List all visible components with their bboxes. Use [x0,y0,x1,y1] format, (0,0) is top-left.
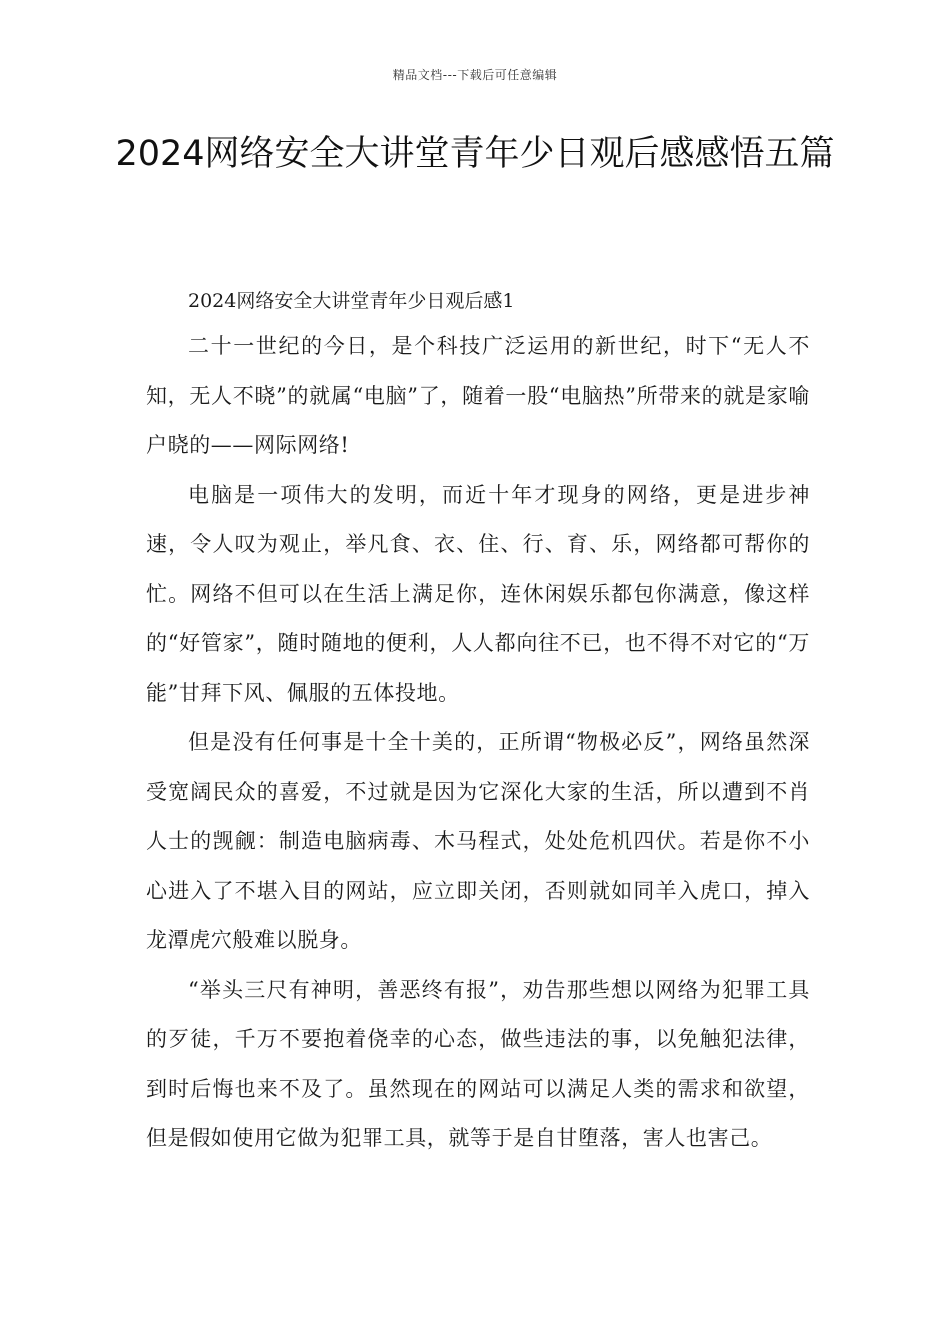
paragraph: 电脑是一项伟大的发明，而近十年才现身的网络，更是进步神速，令人叹为观止，举凡食、衣、住、行、育、乐，网络都可帮你的忙。网络不但可以在生活上满足你，连休闲娱乐都包你满意，像这样的“好管家”，随时随地的便利，人人都向往不已，也不得不对它的“万能”甘拜下风、佩服的五体投地。 [146,482,810,705]
paragraph: “举头三尺有神明，善恶终有报”，劝告那些想以网络为犯罪工具的歹徒，千万不要抱着侥幸的心态，做些违法的事，以免触犯法律，到时后悔也来不及了。虽然现在的网站可以满足人类的需求和欲望，但是假如使用它做为犯罪工具，就等于是自甘堕落，害人也害己。 [146,977,810,1150]
document-body [146,280,810,1164]
section-title: 2024网络安全大讲堂青年少日观后感1 [188,290,515,312]
document-title: 2024网络安全大讲堂青年少日观后感感悟五篇 [115,134,835,174]
paragraph: 但是没有任何事是十全十美的，正所谓“物极必反”，网络虽然深受宽阔民众的喜爱，不过就是因为它深化大家的生活，所以遭到不肖人士的觊觎：制造电脑病毒、木马程式，处处危机四伏。若是你不小心进入了不堪入目的网站，应立即关闭，否则就如同羊入虎口，掉入龙潭虎穴般难以脱身。 [146,730,810,952]
page-header: 精品文档---下载后可任意编辑 [392,68,558,82]
paragraph: 二十一世纪的今日，是个科技广泛运用的新世纪，时下“无人不知，无人不晓”的就属“电脑”了，随着一股“电脑热”所带来的就是家喻户晓的——网际网络! [146,334,810,457]
